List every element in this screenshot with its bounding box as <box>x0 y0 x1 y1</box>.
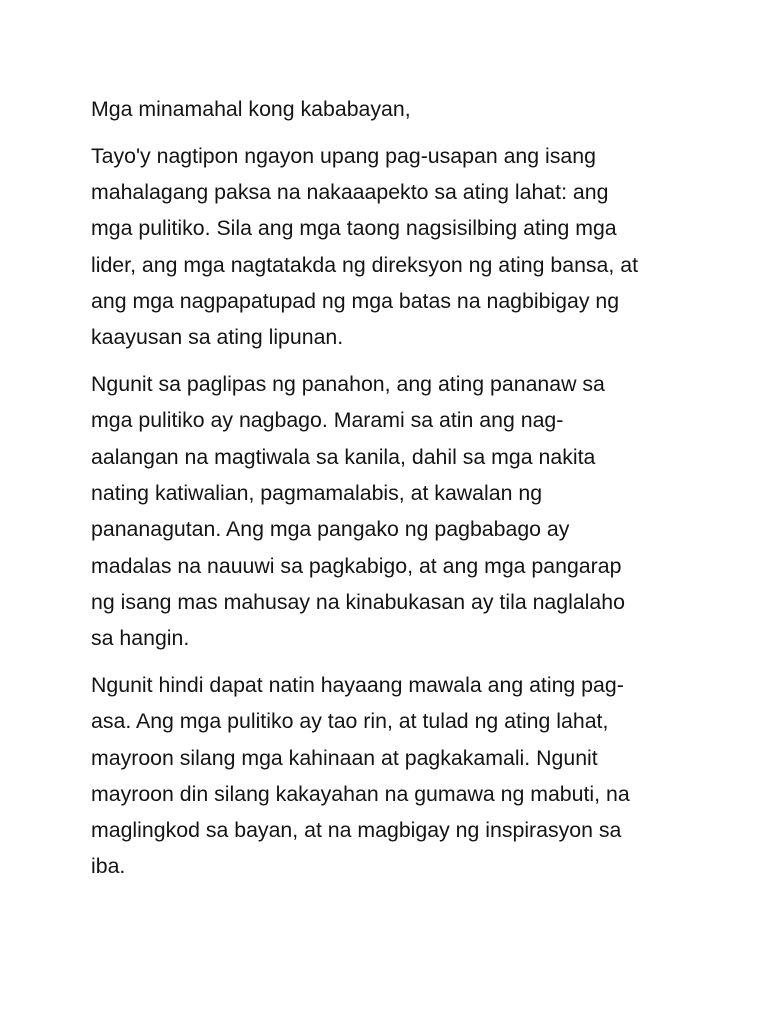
text-line: mga pulitiko ay nagbago. Marami sa atin ang nag- <box>91 408 564 433</box>
text-line: pananagutan. Ang mga pangako ng pagbabago ay <box>91 517 570 542</box>
text-line: Mga minamahal kong kababayan, <box>91 97 411 121</box>
text-line: asa. Ang mga pulitiko ay tao rin, at tulad ng ating lahat, <box>91 709 609 734</box>
text-line: lider, ang mga nagtatakda ng direksyon ng ating bansa, at <box>91 252 639 277</box>
text-line: mahalagang paksa na nakaaapekto sa ating lahat: ang <box>91 180 609 205</box>
text-line: iba. <box>91 854 126 879</box>
text-line: Tayo'y nagtipon ngayon upang pag-usapan ang isang <box>91 143 596 168</box>
text-line: mayroon din silang kakayahan na gumawa ng mabuti, na <box>91 781 630 806</box>
text-line: nating katiwalian, pagmamalabis, at kawalan ng <box>91 480 543 505</box>
text-line: Ngunit sa paglipas ng panahon, ang ating pananaw sa <box>91 372 605 397</box>
paragraph-3 <box>91 667 691 885</box>
text-line: Ngunit hindi dapat natin hayaang mawala ang ating pag- <box>91 672 624 697</box>
paragraph-1 <box>91 138 691 356</box>
letter-greeting <box>91 91 691 127</box>
text-line: ang mga nagpapatupad ng mga batas na nagbibigay ng <box>91 288 620 313</box>
text-line: ng isang mas mahusay na kinabukasan ay tila naglalaho <box>91 589 625 614</box>
text-line: sa hangin. <box>91 626 190 651</box>
text-line: maglingkod sa bayan, at na magbigay ng inspirasyon sa <box>91 818 622 843</box>
text-line: aalangan na magtiwala sa kanila, dahil sa mga nakita <box>91 444 596 469</box>
paragraph-2 <box>91 366 691 656</box>
text-line: kaayusan sa ating lipunan. <box>91 325 344 350</box>
text-line: madalas na nauuwi sa pagkabigo, at ang mga pangarap <box>91 553 622 578</box>
letter-body <box>91 91 691 885</box>
text-line: mga pulitiko. Sila ang mga taong nagsisilbing ating mga <box>91 216 617 241</box>
text-line: mayroon silang mga kahinaan at pagkakamali. Ngunit <box>91 745 598 770</box>
